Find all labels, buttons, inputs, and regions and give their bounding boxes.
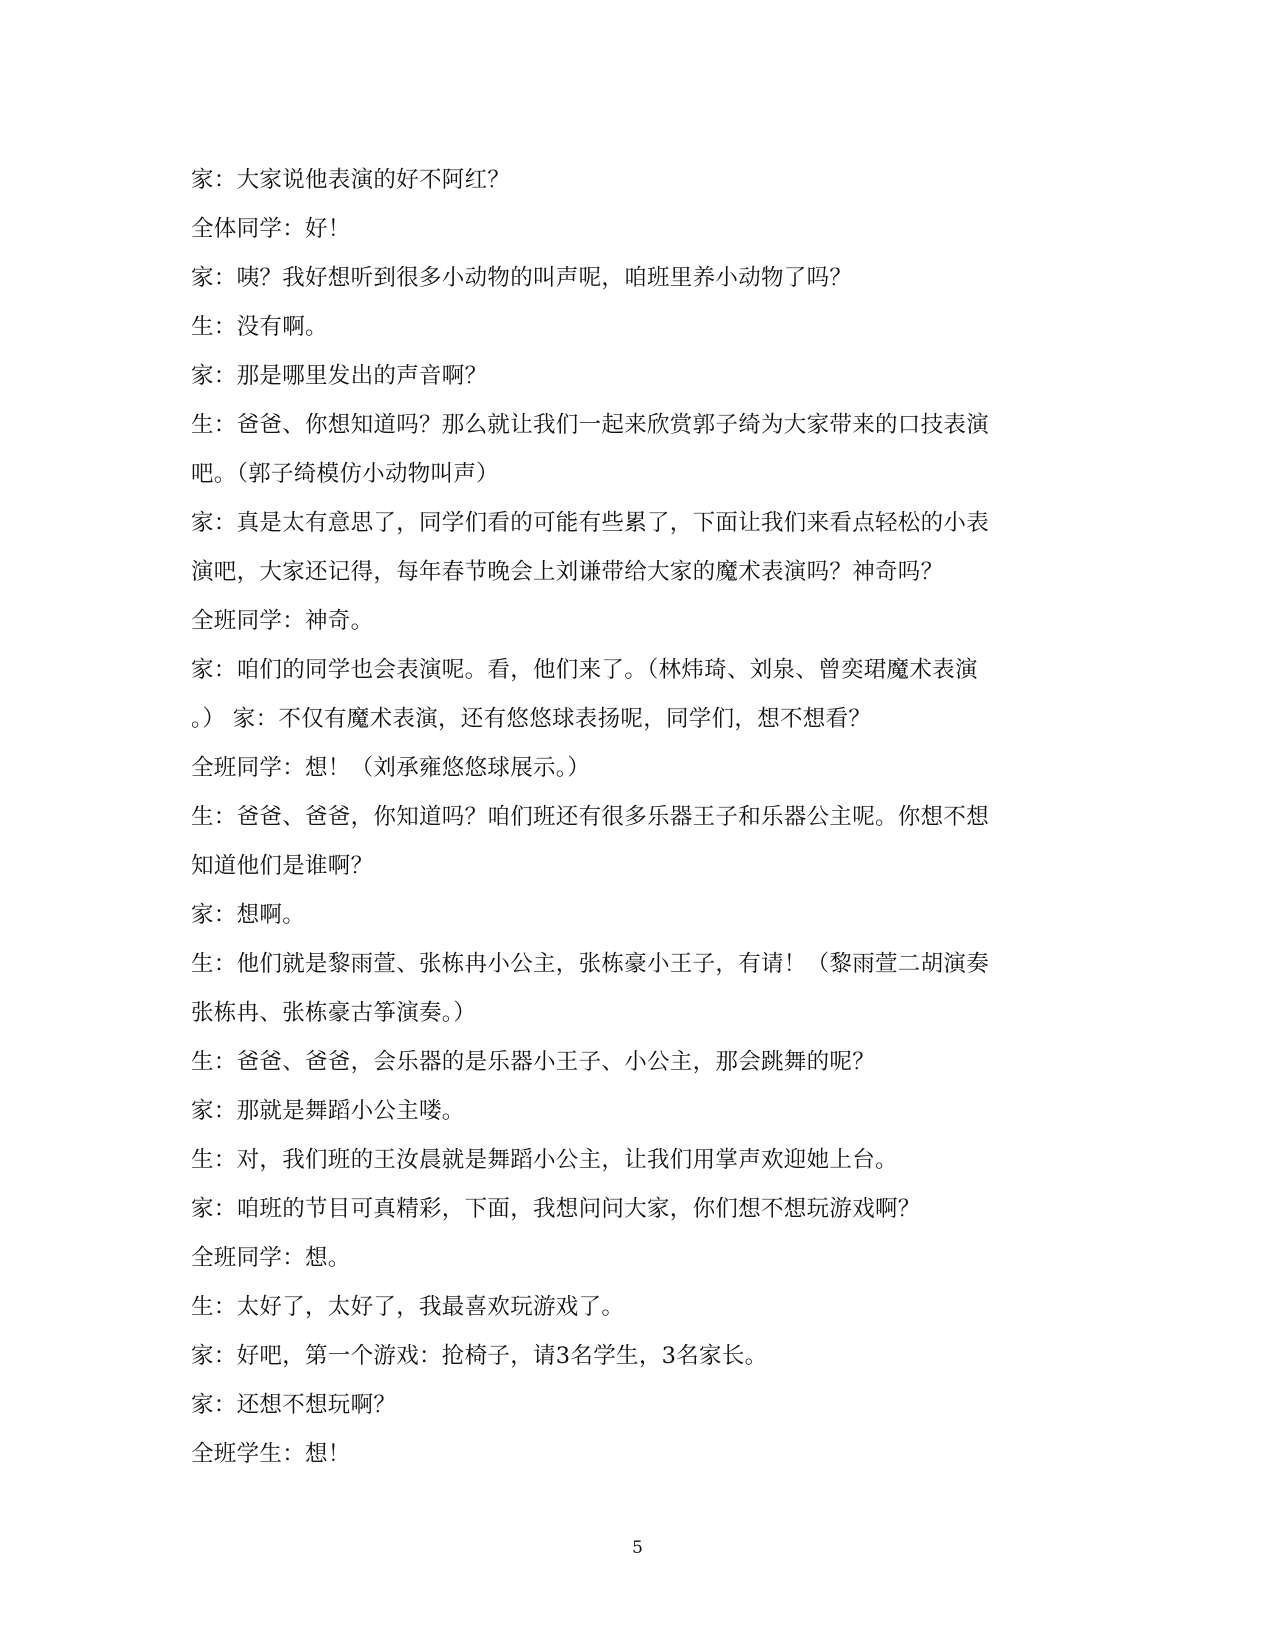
text-line: 全班同学：想！（刘承雍悠悠球展示。） (191, 755, 591, 781)
text-line: 家：咱们的同学也会表演呢。看，他们来了。（林炜琦、刘泉、曾奕珺魔术表演 (191, 657, 978, 683)
text-line: 生：没有啊。 (191, 314, 328, 340)
text-line: 家：还想不想玩啊？ (191, 1392, 397, 1418)
text-line: 张栋冉、张栋豪古筝演奏。） (191, 1000, 477, 1026)
text-line: 生：太好了，太好了，我最喜欢玩游戏了。 (191, 1294, 625, 1320)
text-line: 全班同学：神奇。 (191, 608, 374, 634)
text-line: 生：爸爸、你想知道吗？那么就让我们一起来欣赏郭子绮为大家带来的口技表演 (191, 412, 990, 438)
text-line: 生：爸爸、爸爸，你知道吗？咱们班还有很多乐器王子和乐器公主呢。你想不想 (191, 804, 990, 830)
page-number: 5 (632, 1538, 643, 1558)
text-line: 吧。（郭子绮模仿小动物叫声） (191, 461, 499, 487)
text-line: 家：咦？我好想听到很多小动物的叫声呢，咱班里养小动物了吗？ (191, 265, 853, 291)
text-line: 生：对，我们班的王汝晨就是舞蹈小公主，让我们用掌声欢迎她上台。 (191, 1147, 898, 1173)
text-line: 。） 家：不仅有魔术表演，还有悠悠球表扬呢，同学们，想不想看？ (191, 706, 872, 732)
text-line: 全班同学：想。 (191, 1245, 351, 1271)
text-line: 全班学生：想！ (191, 1441, 351, 1467)
text-line: 演吧，大家还记得，每年春节晚会上刘谦带给大家的魔术表演吗？神奇吗？ (191, 559, 944, 585)
document-body (191, 156, 1071, 1479)
text-line: 家：咱班的节目可真精彩，下面，我想问问大家，你们想不想玩游戏啊？ (191, 1196, 921, 1222)
text-line: 家：那就是舞蹈小公主喽。 (191, 1098, 465, 1124)
text-line: 家：好吧，第一个游戏：抢椅子，请3名学生，3名家长。 (191, 1343, 768, 1369)
text-line: 家：真是太有意思了，同学们看的可能有些累了，下面让我们来看点轻松的小表 (191, 510, 990, 536)
text-line: 生：爸爸、爸爸，会乐器的是乐器小王子、小公主，那会跳舞的呢？ (191, 1049, 876, 1075)
text-line: 家：大家说他表演的好不阿红？ (191, 167, 511, 193)
text-line: 家：想啊。 (191, 902, 306, 928)
text-line: 知道他们是谁啊？ (191, 853, 374, 879)
text-line: 全体同学：好！ (191, 216, 351, 242)
text-line: 生：他们就是黎雨萱、张栋冉小公主，张栋豪小王子，有请！（黎雨萱二胡演奏 (191, 951, 990, 977)
text-line: 家：那是哪里发出的声音啊？ (191, 363, 488, 389)
